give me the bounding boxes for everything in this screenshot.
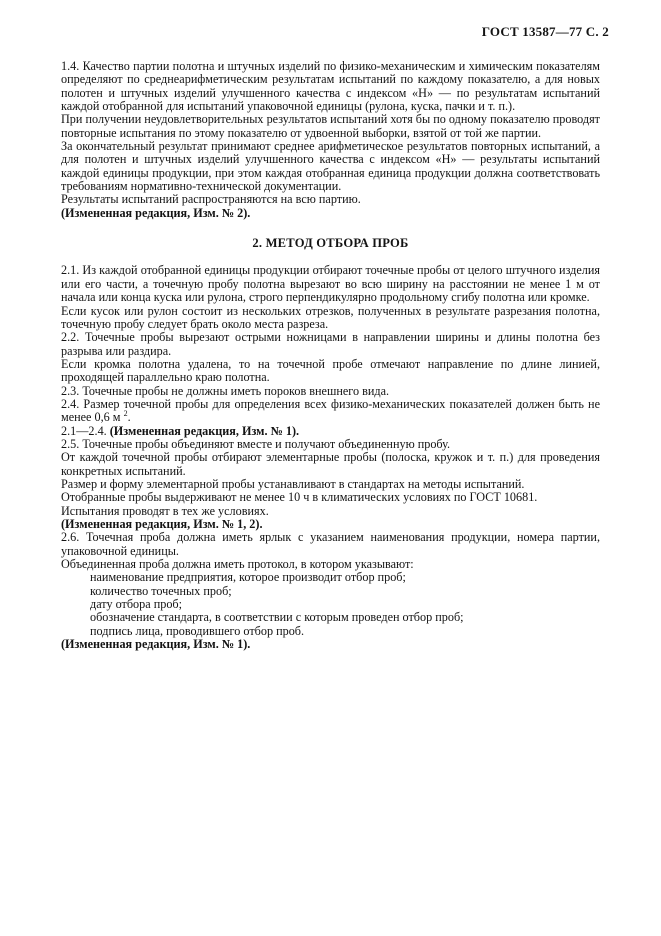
paragraph-2-5: 2.5. Точечные пробы объединяют вместе и получают объединенную пробу. xyxy=(61,436,451,451)
section-title: 2. МЕТОД ОТБОРА ПРОБ xyxy=(252,236,409,251)
paragraph-protocol: Объединенная проба должна иметь протокол, в котором указывают: xyxy=(61,557,414,572)
superscript-2: 2 xyxy=(123,409,128,419)
amendment-note-3: (Измененная редакция, Изм. № 1, 2). xyxy=(61,517,263,531)
paragraph-final-result: За окончательный результат принимают среднее арифметическое результатов повторных испытаний, а для полотен и штучных изделий улучшенного качества с индексом «Н» — результаты испытаний каждой единицы продукции, при этом каждая отобранная единица продукции должна соответствовать требованиям нормативно-технической документации. xyxy=(61,139,600,194)
paragraph-2-2: 2.2. Точечные пробы вырезают острыми ножницами в направлении ширины и длины полотна без разрыва или раздира. xyxy=(61,330,600,358)
document-body xyxy=(61,59,600,652)
paragraph-elementary: От каждой точечной пробы отбирают элементарные пробы (полоска, кружок и т. п.) для проведения конкретных испытаний. xyxy=(61,450,600,478)
paragraph-2-6: 2.6. Точечная проба должна иметь ярлык с указанием наименования продукции, номера партии, упаковочной единицы. xyxy=(61,530,600,558)
page-header: ГОСТ 13587—77 С. 2 xyxy=(481,24,609,39)
amendment-note-4: (Измененная редакция, Изм. № 1). xyxy=(61,637,251,652)
list-item: обозначение стандарта, в соответствии с которым проведен отбор проб; xyxy=(90,610,464,625)
paragraph-2-1: 2.1. Из каждой отобранной единицы продукции отбирают точечные пробы от целого штучного изделия или его части, а точечную пробу полотна вырезают во всю ширину на расстоянии не менее 1 м от начала или конца куска или рулона, строго перпендикулярно продольному сгибу полотна или кромке. xyxy=(61,263,600,305)
paragraph-size-form: Размер и форму элементарной пробы устанавливают в стандартах на методы испытаний. xyxy=(61,476,525,491)
paragraph-edge: Если кромка полотна удалена, то на точечной пробе отмечают направление по длине линией, проходящей параллельно краю полотна. xyxy=(61,356,600,385)
amendment-note-2: 2.1—2.4. (Измененная редакция, Изм. № 1). xyxy=(61,423,300,438)
paragraph-pieces: Если кусок или рулон состоит из нескольких отрезков, полученных в результате разрезания полотна, точечную пробу следует брать около места разреза. xyxy=(61,303,600,331)
list-item: подпись лица, проводившего отбор проб. xyxy=(90,623,305,638)
paragraph-2-3: 2.3. Точечные пробы не должны иметь пороков внешнего вида. xyxy=(61,383,390,398)
paragraph-1-4: 1.4. Качество партии полотна и штучных изделий по физико-механическим и химическим показателям определяют по среднеарифметическим результатам испытаний по каждому показателю, а для новых полотен и штучных изделий улучшенного качества с индексом «Н» — по результатам испытаний каждой отобранной для испытаний упаковочной единицы (рулона, куска, пачки и т. п.). xyxy=(61,59,600,114)
paragraph-conditioning: Отобранные пробы выдерживают не менее 10 ч в климатических условиях по ГОСТ 10681. xyxy=(61,490,538,505)
list-item: дату отбора проб; xyxy=(90,597,183,612)
paragraph-test-conditions: Испытания проводят в тех же условиях. xyxy=(61,503,269,518)
amendment-note-1: (Измененная редакция, Изм. № 2). xyxy=(61,205,251,220)
paragraph-2-4: 2.4. Размер точечной пробы для определения всех физико-механических показателей должен быть не менее 0,6 м $^2$. xyxy=(61,396,600,425)
paragraph-results-scope: Результаты испытаний распространяются на всю партию. xyxy=(61,192,361,207)
list-item: наименование предприятия, которое производит отбор проб; xyxy=(90,570,406,585)
list-item: количество точечных проб; xyxy=(90,583,232,598)
paragraph-repeat-tests: При получении неудовлетворительных результатов испытаний хотя бы по одному показателю проводят повторные испытания по этому показателю от удвоенной выборки, взятой от той же партии. xyxy=(61,112,600,140)
